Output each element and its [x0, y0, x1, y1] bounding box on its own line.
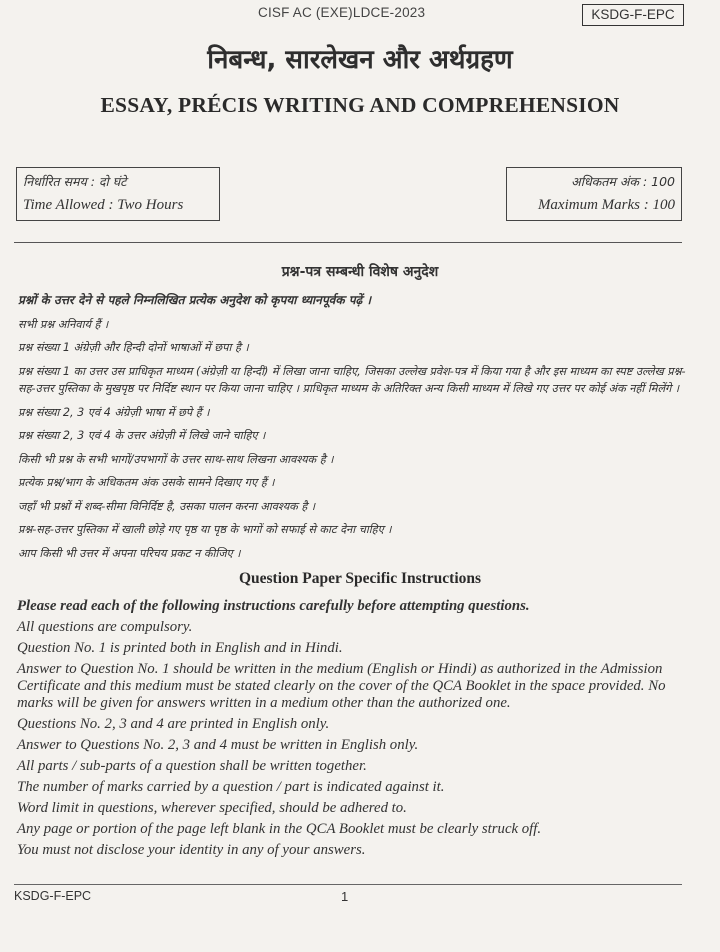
- english-instruction-item: The number of marks carried by a question / part is indicated against it.: [17, 779, 445, 795]
- english-instruction-item: Answer to Question No. 1 should be written in the medium (English or Hindi) as authorized in the Admission Certificate and this medium must be stated clearly on the cover of the QCA Booklet in the space provided. No marks will be given for answers written in a medium other than the authorized one.: [17, 661, 666, 711]
- header-bar: [0, 4, 720, 26]
- hindi-instruction-item: प्रश्न संख्या 2, 3 एवं 4 अंग्रेज़ी भाषा में छपे हैं ।: [18, 405, 210, 419]
- hindi-instructions-list: [18, 292, 693, 568]
- page-number: 1: [341, 889, 349, 904]
- footer-paper-code: KSDG-F-EPC: [14, 889, 92, 903]
- hindi-instruction-item: सभी प्रश्न अनिवार्य हैं ।: [18, 317, 109, 331]
- hindi-instruction-item: प्रश्न संख्या 1 अंग्रेज़ी और हिन्दी दोनों भाषाओं में छपा है ।: [18, 341, 249, 354]
- divider-line: [14, 242, 682, 243]
- hindi-instruction-item: आप किसी भी उत्तर में अपना परिचय प्रकट न कीजिए ।: [18, 546, 241, 560]
- maximum-marks-hindi: अधिकतम अंक : 100: [571, 174, 675, 189]
- english-instruction-item: All parts / sub-parts of a question shall be written together.: [17, 758, 367, 774]
- maximum-marks-box: [506, 167, 682, 221]
- hindi-instruction-item: जहाँ भी प्रश्नों में शब्द-सीमा विनिर्दिष्ट है, उसका पालन करना आवश्यक है ।: [18, 499, 316, 513]
- time-allowed-box: [16, 167, 220, 221]
- english-instructions-list: [17, 598, 689, 863]
- hindi-instruction-item: प्रश्न-सह-उत्तर पुस्तिका में खाली छोड़े गए पृष्ठ या पृष्ठ के भागों को सफाई से काट देना चाहिए ।: [18, 523, 392, 536]
- english-instructions-heading: Question Paper Specific Instructions: [238, 570, 482, 587]
- english-instruction-item: Question No. 1 is printed both in English and in Hindi.: [17, 640, 343, 656]
- title-english: ESSAY, PRÉCIS WRITING AND COMPREHENSION: [100, 93, 620, 117]
- english-instruction-item: You must not disclose your identity in any of your answers.: [17, 842, 366, 858]
- english-instruction-item: Questions No. 2, 3 and 4 are printed in English only.: [17, 716, 330, 732]
- time-allowed-hindi: निर्धारित समय : दो घंटे: [23, 174, 127, 189]
- english-instructions-lead: Please read each of the following instructions carefully before attempting questions.: [17, 598, 530, 614]
- hindi-instruction-item: किसी भी प्रश्न के सभी भागों/उपभागों के उत्तर साथ-साथ लिखना आवश्यक है ।: [18, 452, 334, 466]
- paper-code-badge: KSDG-F-EPC: [582, 4, 684, 26]
- english-instruction-item: Answer to Questions No. 2, 3 and 4 must be written in English only.: [17, 737, 419, 753]
- title-hindi: निबन्ध, सारलेखन और अर्थग्रहण: [207, 45, 513, 75]
- hindi-instructions-heading: प्रश्न-पत्र सम्बन्धी विशेष अनुदेश: [281, 264, 439, 280]
- hindi-instruction-item: प्रत्येक प्रश्न/भाग के अधिकतम अंक उसके सामने दिखाए गए हैं ।: [18, 476, 275, 489]
- footer-divider: [14, 884, 682, 885]
- hindi-instructions-lead: प्रश्नों के उत्तर देने से पहले निम्नलिखित प्रत्येक अनुदेश को कृपया ध्यानपूर्वक पढ़ें ।: [18, 293, 372, 307]
- exam-code: CISF AC (EXE)LDCE-2023: [258, 5, 426, 20]
- english-instruction-item: Word limit in questions, wherever specified, should be adhered to.: [17, 800, 407, 816]
- maximum-marks-english: Maximum Marks : 100: [537, 197, 675, 213]
- hindi-instruction-item: प्रश्न संख्या 1 का उत्तर उस प्राधिकृत माध्यम (अंग्रेज़ी या हिन्दी) में लिखा जाना चाहिए, जिसका उल्लेख प्रवेश-पत्र में किया गया है और इस माध्यम का स्पष्ट उल्लेख प्रश्न-सह-उत्तर पुस्तिका के मुखपृष्ठ पर निर्दिष्ट स्थान पर किया जाना चाहिए । प्राधिकृत माध्यम के अतिरिक्त अन्य किसी माध्यम में लिखे गए उत्तर पर कोई अंक नहीं मिलेंगे ।: [18, 364, 686, 395]
- hindi-instruction-item: प्रश्न संख्या 2, 3 एवं 4 के उत्तर अंग्रेज़ी में लिखे जाने चाहिए ।: [18, 429, 266, 442]
- english-instruction-item: All questions are compulsory.: [17, 619, 193, 635]
- english-instruction-item: Any page or portion of the page left blank in the QCA Booklet must be clearly struck off.: [17, 821, 542, 837]
- time-allowed-english: Time Allowed : Two Hours: [23, 197, 184, 213]
